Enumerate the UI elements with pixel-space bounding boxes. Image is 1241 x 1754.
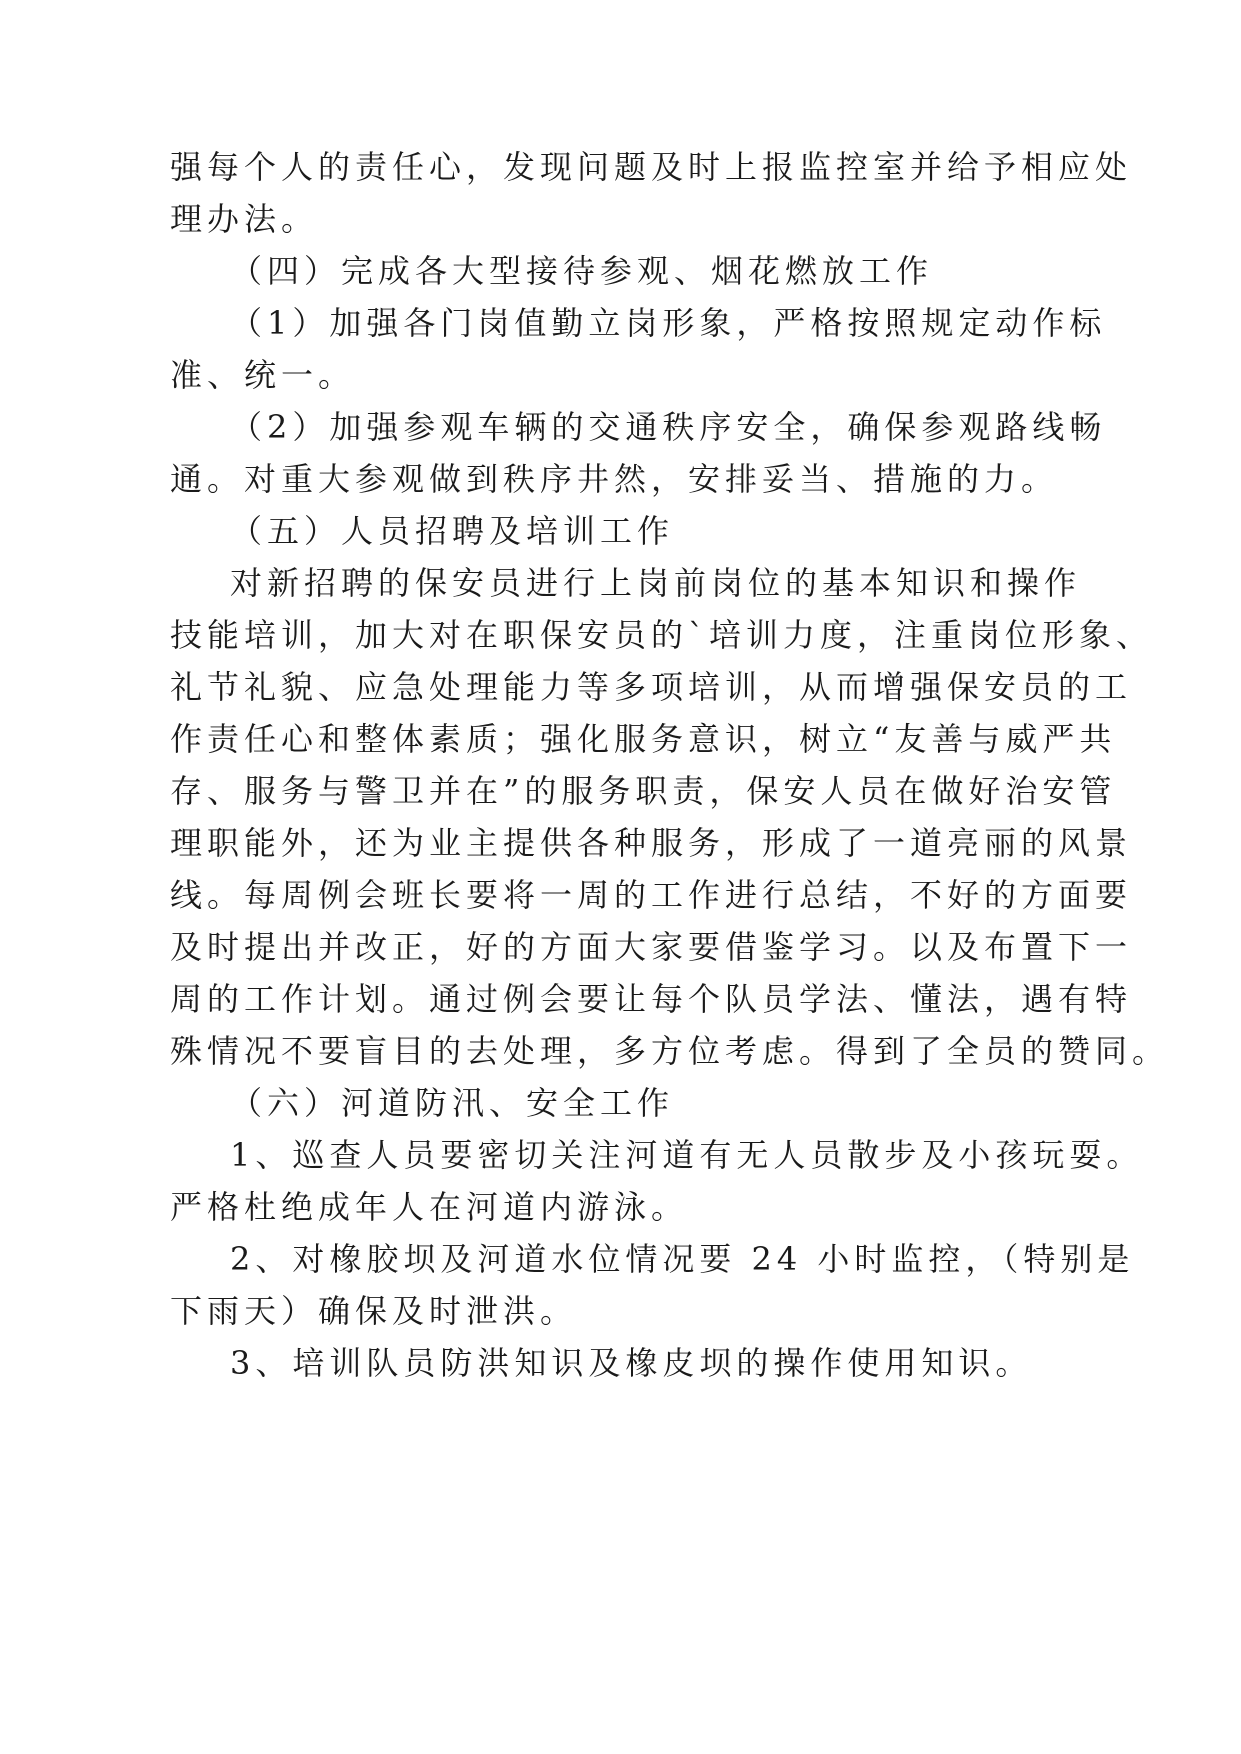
- body-line-10: 技能培训，加大对在职保安员的`培训力度，注重岗位形象、: [170, 616, 1154, 654]
- body-line-13: 存、服务与警卫并在”的服务职责，保安人员在做好治安管: [170, 772, 1117, 810]
- body-line-2: 理办法。: [170, 200, 319, 238]
- body-line-18: 殊情况不要盲目的去处理，多方位考虑。得到了全员的赞同。: [170, 1032, 1170, 1070]
- body-line-22: 2、对橡胶坝及河道水位情况要 24 小时监控，（特别是: [230, 1240, 1135, 1278]
- body-line-12: 作责任心和整体素质；强化服务意识，树立“友善与威严共: [170, 720, 1117, 758]
- body-line-24: 3、培训队员防洪知识及橡皮坝的操作使用知识。: [230, 1344, 1033, 1382]
- body-line-6: （2）加强参观车辆的交通秩序安全，确保参观路线畅: [230, 408, 1107, 446]
- body-line-11: 礼节礼貌、应急处理能力等多项培训，从而增强保安员的工: [170, 668, 1133, 706]
- body-line-17: 周的工作计划。通过例会要让每个队员学法、懂法，遇有特: [170, 980, 1133, 1018]
- section-heading-6: （六）河道防汛、安全工作: [230, 1084, 675, 1122]
- body-line-4: （1）加强各门岗值勤立岗形象，严格按照规定动作标: [230, 304, 1107, 342]
- body-line-7: 通。对重大参观做到秩序井然，安排妥当、措施的力。: [170, 460, 1059, 498]
- body-line-20: 1、巡查人员要密切关注河道有无人员散步及小孩玩耍。: [230, 1136, 1144, 1174]
- body-line-23: 下雨天）确保及时泄洪。: [170, 1292, 578, 1330]
- body-line-1: 强每个人的责任心，发现问题及时上报监控室并给予相应处: [170, 148, 1133, 186]
- body-line-9: 对新招聘的保安员进行上岗前岗位的基本知识和操作: [230, 564, 1082, 602]
- body-line-15: 线。每周例会班长要将一周的工作进行总结，不好的方面要: [170, 876, 1133, 914]
- body-line-21: 严格杜绝成年人在河道内游泳。: [170, 1188, 689, 1226]
- section-heading-4: （四）完成各大型接待参观、烟花燃放工作: [230, 252, 934, 290]
- body-line-16: 及时提出并改正，好的方面大家要借鉴学习。以及布置下一: [170, 928, 1133, 966]
- body-line-14: 理职能外，还为业主提供各种服务，形成了一道亮丽的风景: [170, 824, 1133, 862]
- body-line-5: 准、统一。: [170, 356, 356, 394]
- section-heading-5: （五）人员招聘及培训工作: [230, 512, 675, 550]
